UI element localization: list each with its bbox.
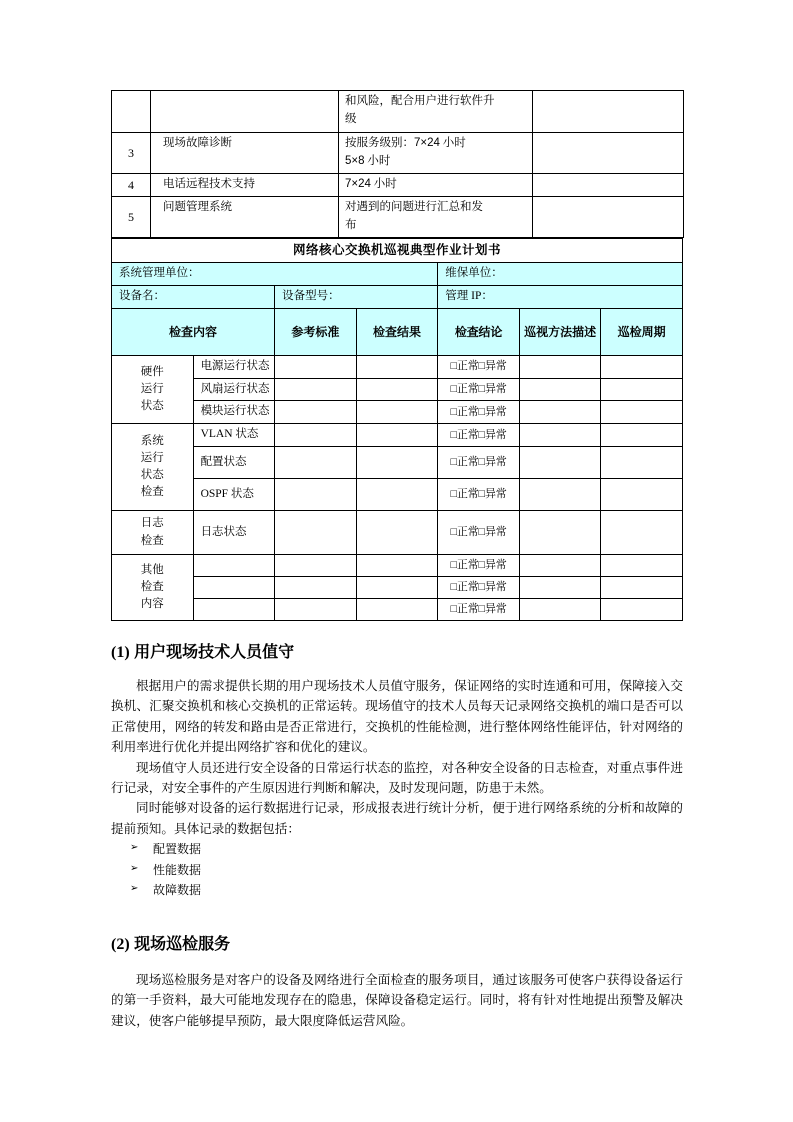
cycle-cell[interactable] (601, 599, 683, 621)
reference-cell[interactable] (275, 511, 357, 555)
group-label-line: 运行 (140, 382, 164, 395)
table-row (112, 511, 683, 555)
service-remark (533, 173, 684, 197)
table-row (112, 479, 683, 511)
reference-cell[interactable] (275, 401, 357, 424)
method-cell[interactable] (519, 447, 601, 479)
service-number (112, 91, 151, 133)
group-label-log (112, 511, 194, 555)
management-ip-label: 管理 IP： (438, 286, 683, 309)
section-1-paragraph-1: 根据用户的需求提供长期的用户现场技术人员值守服务，保证网络的实时连通和可用，保障接入交换机、汇聚交换机和核心交换机的正常运转。现场值守的技术人员每天记录网络交换机的端口是否可以正常使用，网络的转发和路由是否正常进行，交换机的性能检测，进行整体网络性能评估，针对网络的利用率进行优化并提出网络扩容和优化的建议。 (111, 679, 683, 755)
spacer (111, 956, 683, 970)
group-label-line: 检查 (140, 486, 164, 499)
check-item[interactable] (193, 599, 275, 621)
conclusion-checkboxes[interactable]: □正常□异常 (438, 511, 520, 555)
arrow-bullet-icon: ➢ (130, 883, 139, 895)
list-item (111, 880, 683, 901)
plan-title-row (112, 238, 683, 262)
inspection-plan-table (111, 238, 683, 621)
method-cell[interactable] (519, 355, 601, 378)
plan-unit-row (112, 263, 683, 286)
section-title-2: 现场巡检服务 (134, 936, 231, 954)
arrow-bullet-icon: ➢ (130, 842, 139, 854)
group-label-hardware (112, 355, 194, 423)
cycle-cell[interactable] (601, 424, 683, 447)
maintenance-unit-label: 维保单位： (438, 263, 683, 286)
group-label-line: 检查 (140, 534, 164, 547)
method-cell[interactable] (519, 401, 601, 424)
section-number-2: (2) (111, 936, 130, 954)
table-row (112, 378, 683, 401)
group-label-line: 状态 (140, 400, 164, 413)
table-row (112, 197, 684, 238)
device-model-label: 设备型号： (275, 286, 438, 309)
service-name: 电话远程技术支持 (151, 173, 339, 197)
conclusion-checkboxes[interactable]: □正常□异常 (438, 447, 520, 479)
table-row (112, 599, 683, 621)
group-label-line: 其他 (140, 563, 164, 576)
reference-cell[interactable] (275, 355, 357, 378)
service-items-body (112, 91, 684, 238)
reference-cell[interactable] (275, 555, 357, 577)
section-title-1: 用户现场技术人员值守 (134, 644, 295, 662)
conclusion-checkboxes[interactable]: □正常□异常 (438, 424, 520, 447)
result-cell[interactable] (356, 577, 438, 599)
section-number-1: (1) (111, 644, 130, 662)
spacer (111, 901, 683, 935)
method-cell[interactable] (519, 511, 601, 555)
spacer (111, 664, 683, 676)
method-cell[interactable] (519, 378, 601, 401)
table-row (112, 447, 683, 479)
check-item: 风扇运行状态 (193, 378, 275, 401)
method-cell[interactable] (519, 577, 601, 599)
service-desc: 按服务级别：7×24 小时 5×8 小时 (339, 133, 533, 174)
conclusion-checkboxes[interactable]: □正常□异常 (438, 555, 520, 577)
inspection-plan-body (112, 238, 683, 620)
service-name: 现场故障诊断 (151, 133, 339, 174)
table-row (112, 91, 684, 133)
section-1-paragraph-3: 同时能够对设备的运行数据进行记录，形成报表进行统计分析，便于进行网络系统的分析和故障的提前预知。具体记录的数据包括： (111, 801, 683, 836)
table-row (112, 555, 683, 577)
method-cell[interactable] (519, 555, 601, 577)
method-cell[interactable] (519, 424, 601, 447)
list-item-label: 性能数据 (153, 862, 202, 877)
cycle-cell[interactable] (601, 577, 683, 599)
group-label-line: 内容 (140, 598, 164, 611)
conclusion-checkboxes[interactable]: □正常□异常 (438, 355, 520, 378)
column-header-content: 检查内容 (112, 308, 275, 355)
check-item: 电源运行状态 (193, 355, 275, 378)
cycle-cell[interactable] (601, 555, 683, 577)
column-header-cycle: 巡检周期 (601, 308, 683, 355)
service-number: 4 (112, 173, 151, 197)
page-content (111, 90, 683, 1031)
column-header-result: 检查结果 (356, 308, 438, 355)
service-name: 问题管理系统 (151, 197, 339, 238)
cycle-cell[interactable] (601, 355, 683, 378)
service-desc: 7×24 小时 (339, 173, 533, 197)
result-cell[interactable] (356, 479, 438, 511)
result-cell[interactable] (356, 555, 438, 577)
service-number: 5 (112, 197, 151, 238)
check-item: OSPF 状态 (193, 479, 275, 511)
check-item: VLAN 状态 (193, 424, 275, 447)
group-label-line: 运行 (140, 451, 164, 464)
cycle-cell[interactable] (601, 479, 683, 511)
section-2-paragraph-1: 现场巡检服务是对客户的设备及网络进行全面检查的服务项目，通过该服务可使客户获得设备运行的第一手资料，最大可能地发现存在的隐患，保障设备稳定运行。同时，将有针对性地提出预警及解决建议，使客户能够提早预防，最大限度降低运营风险。 (111, 972, 683, 1028)
result-cell[interactable] (356, 599, 438, 621)
group-label-system (112, 424, 194, 511)
group-label-line: 日志 (140, 517, 164, 530)
table-row (112, 173, 684, 197)
reference-cell[interactable] (275, 447, 357, 479)
conclusion-checkboxes[interactable]: □正常□异常 (438, 577, 520, 599)
service-desc: 对遇到的问题进行汇总和发 布 (339, 197, 533, 238)
conclusion-checkboxes[interactable]: □正常□异常 (438, 599, 520, 621)
table-row (112, 424, 683, 447)
plan-header-row (112, 308, 683, 355)
check-item: 日志状态 (193, 511, 275, 555)
reference-cell[interactable] (275, 599, 357, 621)
table-row (112, 133, 684, 174)
group-label-line: 状态 (140, 469, 164, 482)
cycle-cell[interactable] (601, 447, 683, 479)
reference-cell[interactable] (275, 479, 357, 511)
plan-title: 网络核心交换机巡视典型作业计划书 (112, 238, 683, 262)
service-desc: 和风险，配合用户进行软件升 级 (339, 91, 533, 133)
reference-cell[interactable] (275, 424, 357, 447)
column-header-conclusion: 检查结论 (438, 308, 520, 355)
check-item[interactable] (193, 577, 275, 599)
column-header-method: 巡视方法描述 (519, 308, 601, 355)
section-heading-1 (111, 643, 683, 664)
result-cell[interactable] (356, 401, 438, 424)
list-item (111, 839, 683, 860)
reference-cell[interactable] (275, 577, 357, 599)
column-header-reference: 参考标准 (275, 308, 357, 355)
section-heading-2 (111, 935, 683, 956)
list-item-label: 配置数据 (153, 842, 202, 857)
cycle-cell[interactable] (601, 401, 683, 424)
conclusion-checkboxes[interactable]: □正常□异常 (438, 378, 520, 401)
reference-cell[interactable] (275, 378, 357, 401)
method-cell[interactable] (519, 599, 601, 621)
table-row (112, 401, 683, 424)
result-cell[interactable] (356, 424, 438, 447)
table-row (112, 355, 683, 378)
group-label-line: 硬件 (140, 365, 164, 378)
result-cell[interactable] (356, 447, 438, 479)
group-label-other (112, 555, 194, 621)
spacer (111, 621, 683, 643)
plan-device-row (112, 286, 683, 309)
cycle-cell[interactable] (601, 511, 683, 555)
check-item: 配置状态 (193, 447, 275, 479)
section-1-bullet-list (111, 839, 683, 901)
list-item-label: 故障数据 (153, 883, 202, 898)
conclusion-checkboxes[interactable]: □正常□异常 (438, 479, 520, 511)
table-row (112, 577, 683, 599)
service-number: 3 (112, 133, 151, 174)
result-cell[interactable] (356, 355, 438, 378)
result-cell[interactable] (356, 511, 438, 555)
service-remark (533, 91, 684, 133)
service-remark (533, 197, 684, 238)
group-label-line: 系统 (140, 434, 164, 447)
arrow-bullet-icon: ➢ (130, 862, 139, 874)
service-remark (533, 133, 684, 174)
list-item (111, 860, 683, 881)
conclusion-checkboxes[interactable]: □正常□异常 (438, 401, 520, 424)
method-cell[interactable] (519, 479, 601, 511)
service-items-table (111, 90, 684, 238)
service-name (151, 91, 339, 133)
check-item: 模块运行状态 (193, 401, 275, 424)
section-1-paragraph-2: 现场值守人员还进行安全设备的日常运行状态的监控，对各种安全设备的日志检查，对重点事件进行记录，对安全事件的产生原因进行判断和解决，及时发现问题，防患于未然。 (111, 760, 683, 795)
group-label-line: 检查 (140, 581, 164, 594)
system-admin-unit-label: 系统管理单位： (112, 263, 438, 286)
check-item[interactable] (193, 555, 275, 577)
result-cell[interactable] (356, 378, 438, 401)
cycle-cell[interactable] (601, 378, 683, 401)
device-name-label: 设备名： (112, 286, 275, 309)
